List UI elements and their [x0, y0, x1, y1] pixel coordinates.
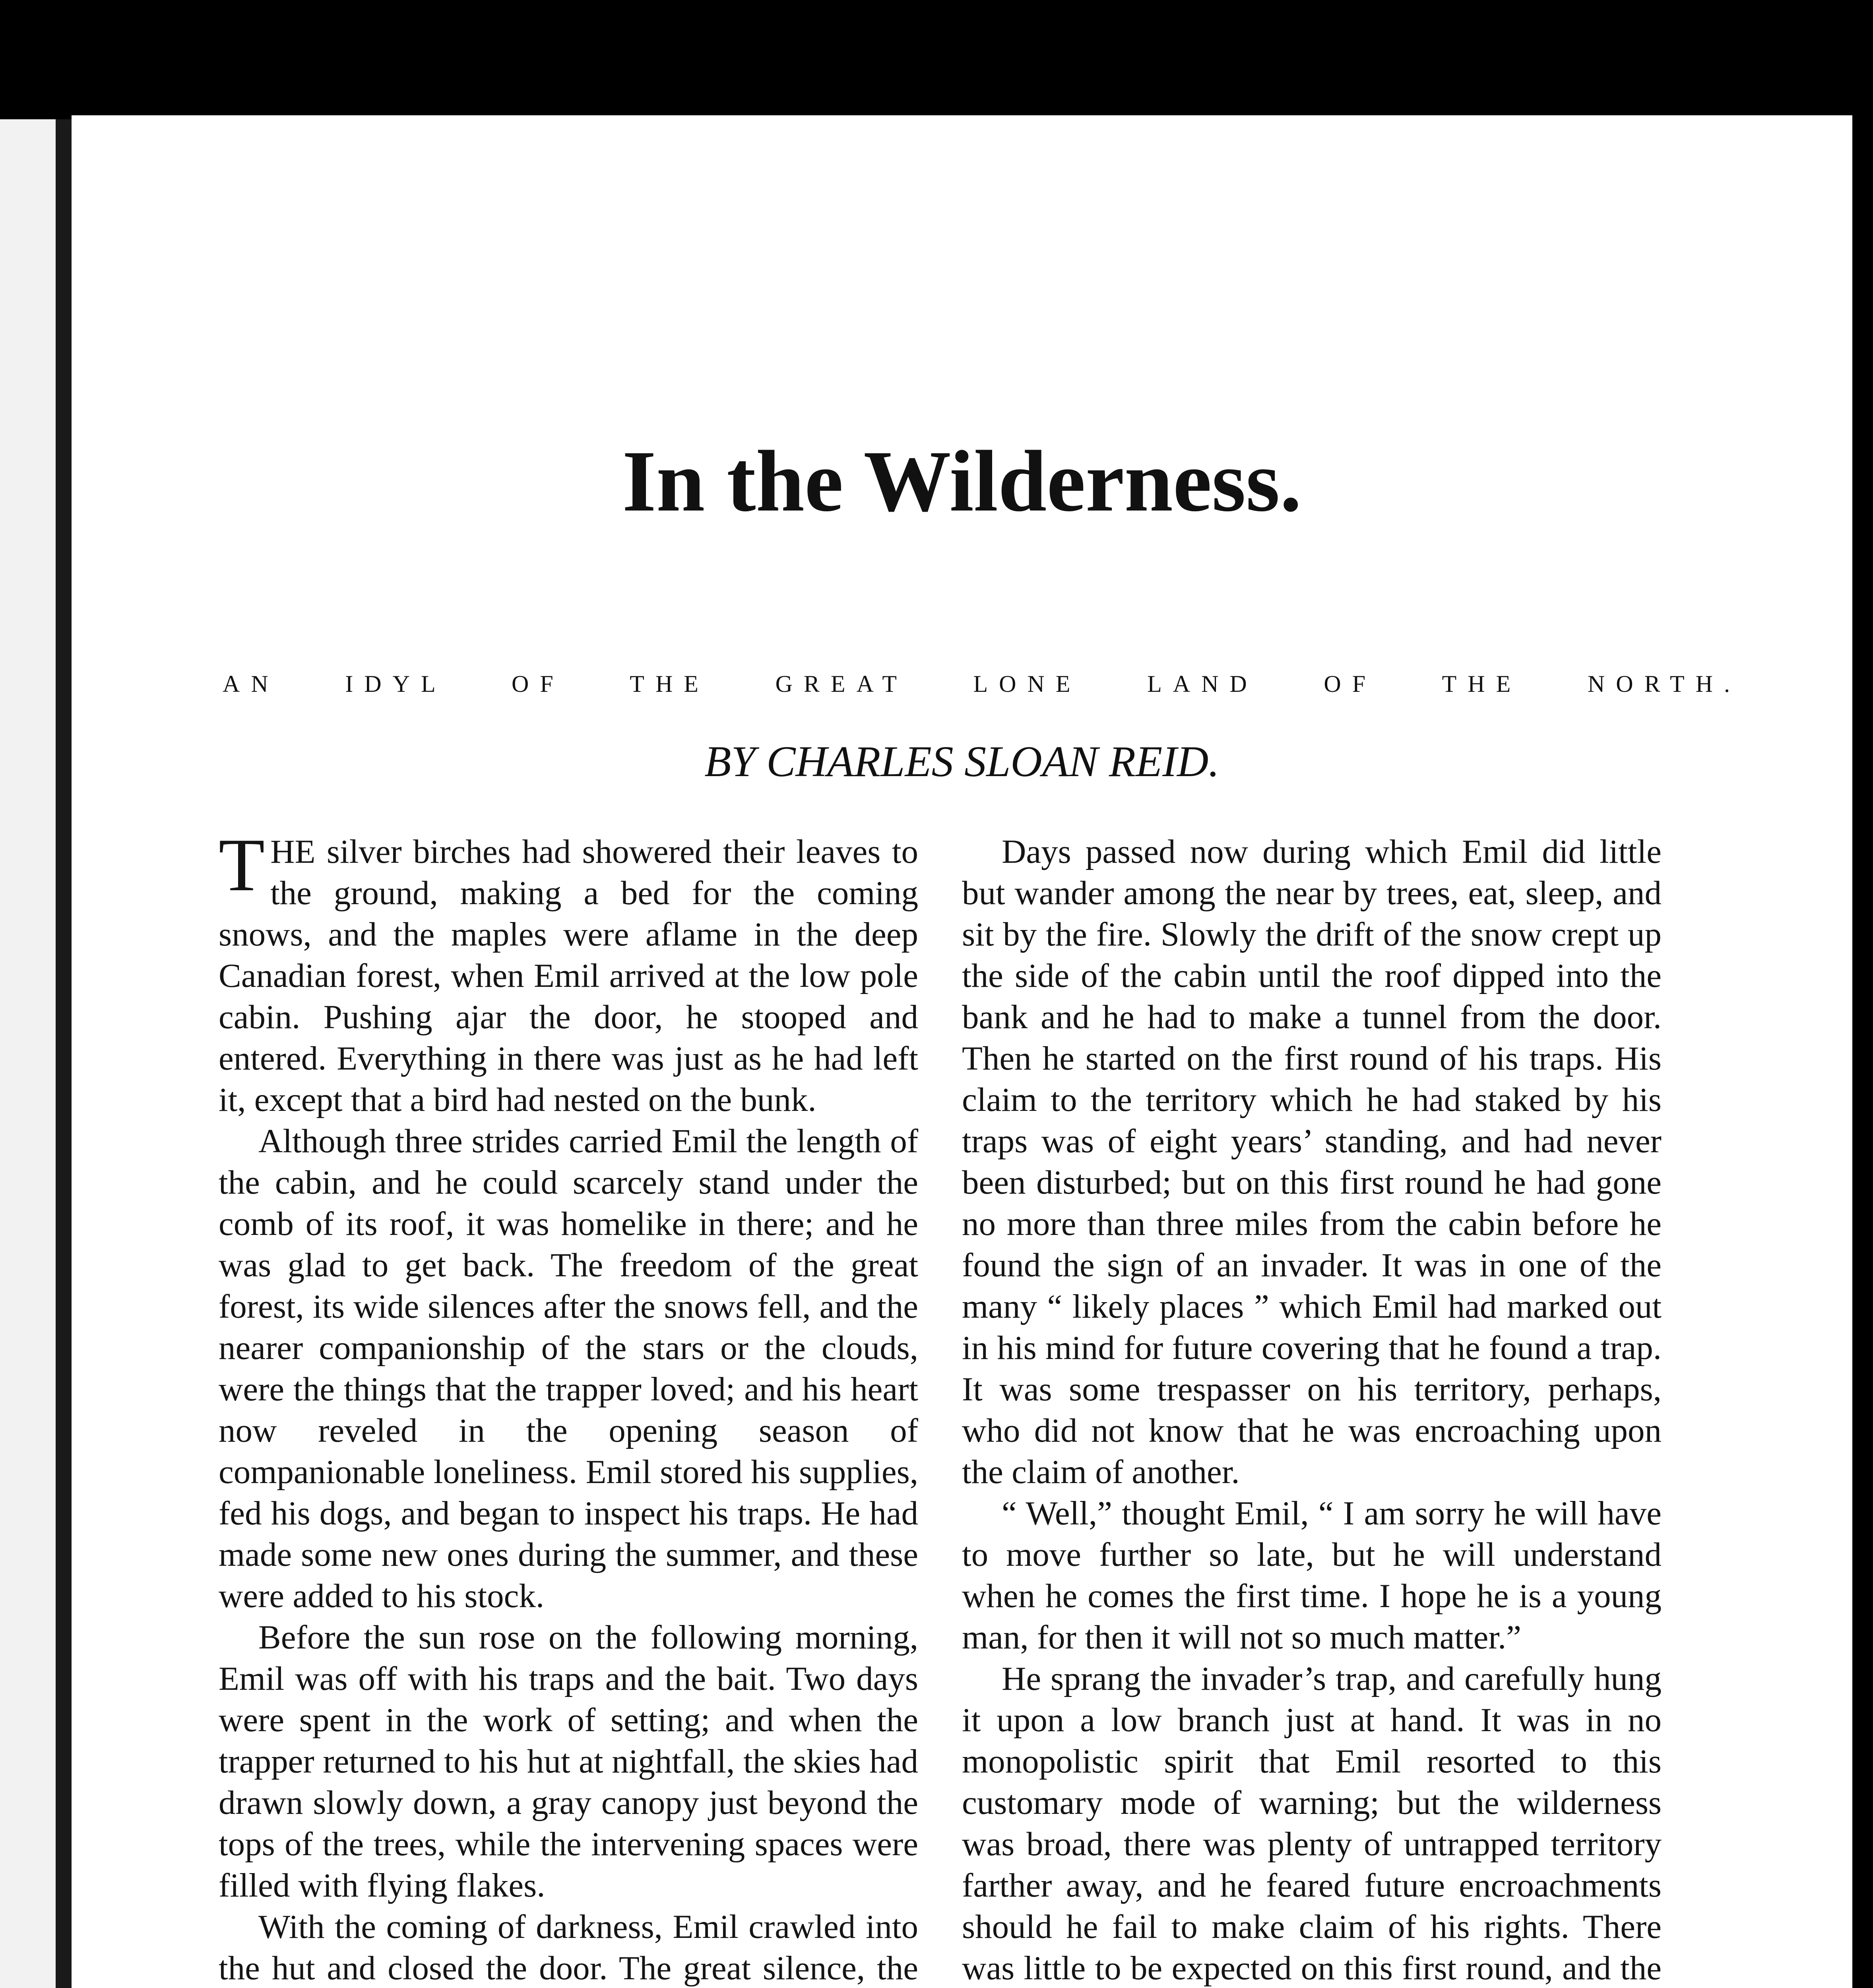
paragraph: Although three strides carried Emil the length of the cabin, and he could scarcely stand under the comb of its roof, it was homelike in there; and he was glad to get back. The freedom of the great forest, its wide silences after the snows fell, and the nearer companionship of the stars or the clouds, were the things that the trapper loved; and his heart now reveled in the opening season of companionable loneliness. Emil stored his supplies, fed his dogs, and began to inspect his traps. He had made some new ones during the summer, and these were added to his stock.	[219, 1122, 918, 1615]
article-byline: BY CHARLES SLOAN REID.	[704, 737, 1220, 786]
paragraph: With the coming of darkness, Emil crawled into the hut and closed the door. The great silence, the	[219, 1908, 918, 1987]
article-subtitle: AN IDYL OF THE GREAT LONE LAND OF THE NORTH.	[223, 671, 1741, 697]
paragraph	[219, 823, 918, 1120]
paragraph: Days passed now during which Emil did little but wander among the near by trees, eat, sleep, and sit by the fire. Slowly the drift of the snow crept up the side of the cabin until the roof dipped into the bank and he had to make a tunnel from the door. Then he started on the first round of his traps. His claim to the territory which he had staked by his traps was of eight years’ standing, and had never been disturbed; but on this first round he had gone no more than three miles from the cabin before he found the sign of an invader. It was in one of the many “ likely places ” which Emil had marked out in his mind for future covering that he found a trap. It was some trespasser on his territory, perhaps, who did not know that he was encroaching upon the claim of another.	[962, 833, 1662, 1491]
magazine-page	[72, 115, 1852, 1988]
text-column-left	[219, 823, 918, 1988]
drop-cap: T	[219, 823, 265, 907]
paragraph: “ Well,” thought Emil, “ I am sorry he will have to move further so late, but he will understand when he comes the first time. I hope he is a young man, for then it will not so much matter.”	[962, 1495, 1662, 1656]
article-title: In the Wilderness.	[622, 433, 1302, 530]
book-spine	[56, 119, 72, 1988]
paragraph: Before the sun rose on the following morning, Emil was off with his traps and the bait. Two days were spent in the work of setting; and when the trapper returned to his hut at nightfall, the skies had drawn slowly down, a gray canopy just beyond the tops of the trees, while the intervening spaces were filled with flying flakes.	[219, 1619, 918, 1904]
text-column-right	[962, 831, 1662, 1988]
adjacent-page-edge	[0, 119, 56, 1988]
paragraph-text: HE silver birches had showered their leaves to the ground, making a bed for the coming snows, and the maples were aflame in the deep Canadian forest, when Emil arrived at the low pole cabin. Pushing ajar the door, he stooped and entered. Everything in there was just as he had left it, except that a bird had nested on the bunk.	[219, 833, 918, 1118]
paragraph: He sprang the invader’s trap, and carefully hung it upon a low branch just at hand. It was in no monopolistic spirit that Emil resorted to this customary mode of warning; but the wilderness was broad, there was plenty of untrapped territory farther away, and he feared future encroachments should he fail to make claim of his rights. There was little to be expected on this first round, and the	[962, 1660, 1662, 1987]
